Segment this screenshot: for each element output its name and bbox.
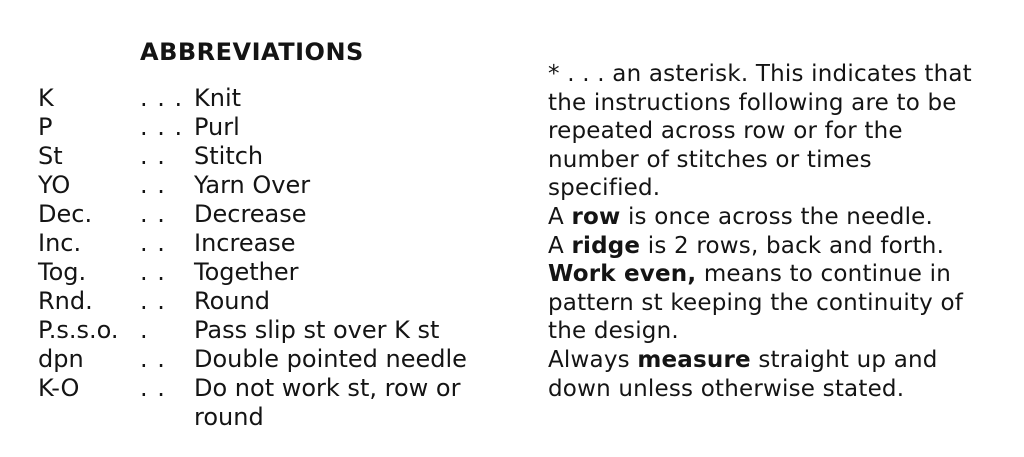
leader-dots: . . .	[140, 113, 184, 141]
work-even-note	[548, 260, 988, 346]
abbreviation-row	[38, 374, 518, 432]
leader-dots: . . .	[140, 84, 184, 112]
abbreviation-meaning: Together	[194, 258, 299, 286]
abbreviation-key: Dec.	[38, 200, 93, 228]
leader-dots: .	[140, 316, 149, 344]
row-note-text: is once across the needle.	[620, 203, 934, 230]
abbreviation-meaning: Do not work st, row or round	[194, 374, 461, 431]
abbreviation-meaning: Increase	[194, 229, 296, 257]
work-even-note-text: means to continue in pattern st keeping the continuity of the design.	[548, 261, 964, 345]
abbreviation-key: St	[38, 142, 63, 170]
row-note-prefix: A	[548, 203, 572, 230]
leader-dots: . .	[140, 200, 166, 228]
abbreviation-meaning: Decrease	[194, 200, 307, 228]
abbreviation-key: K-O	[38, 374, 80, 402]
abbreviation-row	[38, 113, 518, 142]
abbreviation-row	[38, 287, 518, 316]
abbreviation-meaning: Yarn Over	[194, 171, 311, 199]
abbreviation-meaning: Round	[194, 287, 270, 315]
abbreviation-meaning: Pass slip st over K st	[194, 316, 440, 344]
abbreviation-key: P.s.s.o.	[38, 316, 119, 344]
row-note	[548, 203, 988, 232]
measure-note	[548, 346, 988, 403]
abbreviation-row	[38, 316, 518, 345]
measure-term: measure	[637, 346, 751, 373]
abbreviation-row	[38, 229, 518, 258]
abbreviation-key: Tog.	[38, 258, 87, 286]
leader-dots: . .	[140, 287, 166, 315]
ridge-term: ridge	[571, 232, 641, 259]
abbreviation-key: Rnd.	[38, 287, 93, 315]
leader-dots: . .	[140, 258, 166, 286]
abbreviation-key: K	[38, 84, 54, 112]
asterisk-note: * . . . an asterisk. This indicates that the instructions following are to be repeated across row or for the number of stitches or times specified.	[548, 61, 972, 202]
abbreviation-key: P	[38, 113, 53, 141]
abbreviation-key: YO	[38, 171, 71, 199]
abbreviation-key: dpn	[38, 345, 84, 373]
leader-dots: . .	[140, 374, 166, 402]
abbreviation-key: Inc.	[38, 229, 82, 257]
abbreviation-row	[38, 200, 518, 229]
ridge-note-prefix: A	[548, 232, 572, 259]
abbreviation-meaning: Double pointed needle	[194, 345, 467, 373]
measure-note-prefix: Always	[548, 346, 638, 373]
abbreviation-row	[38, 258, 518, 287]
leader-dots: . .	[140, 229, 166, 257]
abbreviation-row	[38, 142, 518, 171]
abbreviation-row	[38, 84, 518, 113]
work-even-term: Work even,	[548, 261, 697, 288]
abbreviation-meaning: Purl	[194, 113, 240, 141]
abbreviation-meaning: Stitch	[194, 142, 264, 170]
abbreviation-meaning: Knit	[194, 84, 242, 112]
leader-dots: . .	[140, 171, 166, 199]
measure-note-text: straight up and down unless otherwise stated.	[548, 346, 938, 402]
leader-dots: . .	[140, 142, 166, 170]
ridge-note	[548, 232, 988, 261]
abbreviations-heading: ABBREVIATIONS	[140, 38, 364, 66]
abbreviations-list	[38, 84, 518, 432]
abbreviation-row	[38, 171, 518, 200]
notes-column	[548, 60, 988, 403]
row-term: row	[571, 203, 621, 230]
ridge-note-text: is 2 rows, back and forth.	[640, 232, 945, 259]
abbreviation-row	[38, 345, 518, 374]
leader-dots: . .	[140, 345, 166, 373]
